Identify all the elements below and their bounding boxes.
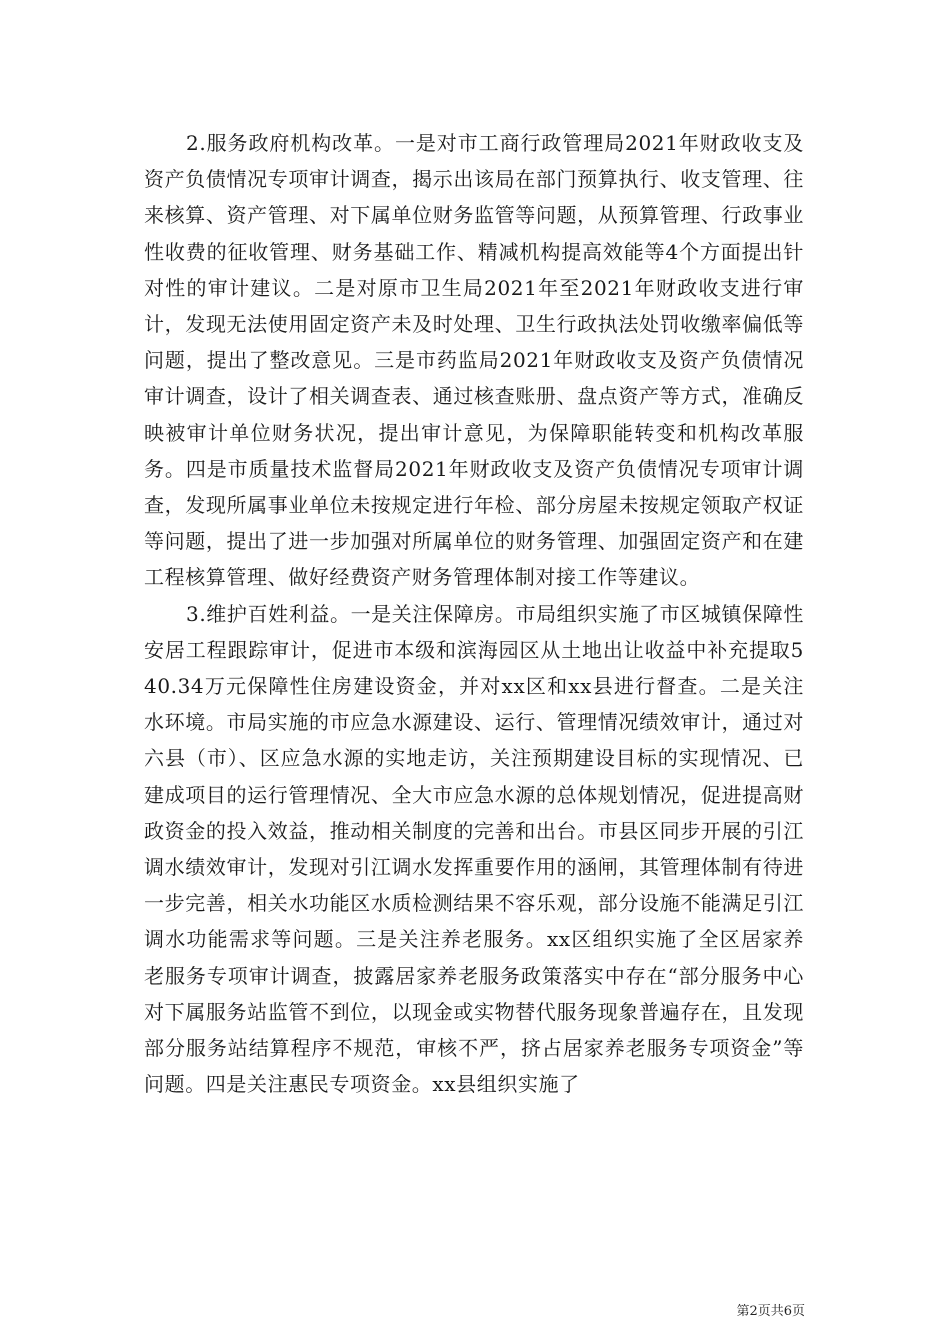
paragraph-public-interest: 3.维护百姓利益。一是关注保障房。市局组织实施了市区城镇保障性安居工程跟踪审计，促进市本级和滨海园区从土地出让收益中补充提取540.34万元保障性住房建设资金，并对xx区和xx县进行督查。二是关注水环境。市局实施的市应急水源建设、运行、管理情况绩效审计，通过对六县（市）、区应急水源的实地走访，关注预期建设目标的实现情况、已建成项目的运行管理情况、全大市应急水源的总体规划情况，促进提高财政资金的投入效益，推动相关制度的完善和出台。市县区同步开展的引江调水绩效审计，发现对引江调水发挥重要作用的涵闸，其管理体制有待进一步完善，相关水功能区水质检测结果不容乐观，部分设施不能满足引江调水功能需求等问题。三是关注养老服务。xx区组织实施了全区居家养老服务专项审计调查，披露居家养老服务政策落实中存在“部分服务中心对下属服务站监管不到位，以现金或实物替代服务现象普遍存在，且发现部分服务站结算程序不规范，审核不严，挤占居家养老服务专项资金”等问题。四是关注惠民专项资金。xx县组织实施了 [144,601,804,1097]
page-number-footer: 第2页共6页 [736,1304,805,1319]
paragraph-government-reform: 2.服务政府机构改革。一是对市工商行政管理局2021年财政收支及资产负债情况专项审计调查，揭示出该局在部门预算执行、收支管理、往来核算、资产管理、对下属单位财务监管等问题，从预算管理、行政事业性收费的征收管理、财务基础工作、精减机构提高效能等4个方面提出针对性的审计建议。二是对原市卫生局2021年至2021年财政收支进行审计，发现无法使用固定资产未及时处理、卫生行政执法处罚收缴率偏低等问题，提出了整改意见。三是市药监局2021年财政收支及资产负债情况审计调查，设计了相关调查表、通过核查账册、盘点资产等方式，准确反映被审计单位财务状况，提出审计意见，为保障职能转变和机构改革服务。四是市质量技术监督局2021年财政收支及资产负债情况专项审计调查，发现所属事业单位未按规定进行年检、部分房屋未按规定领取产权证等问题，提出了进一步加强对所属单位的财务管理、加强固定资产和在建工程核算管理、做好经费资产财务管理体制对接工作等建议。 [144,131,804,590]
document-body [144,125,804,1102]
